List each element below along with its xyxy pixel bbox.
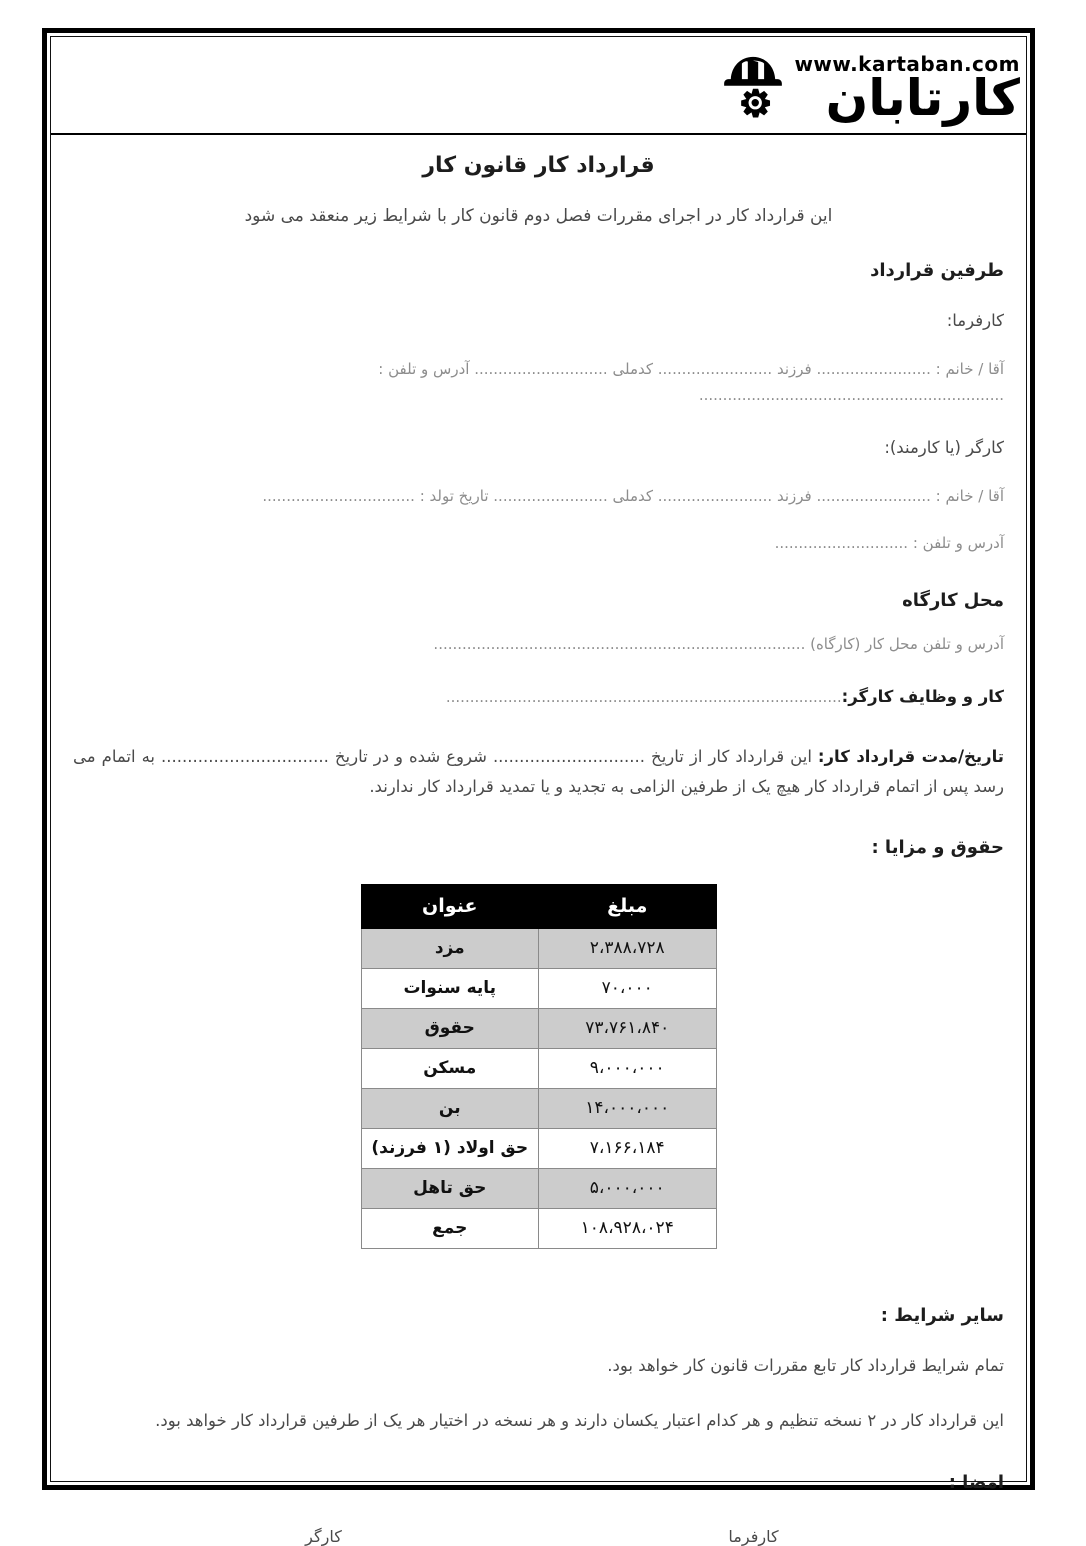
cell-title: مسکن [361, 1048, 539, 1088]
table-row [361, 928, 716, 968]
column-header-amount: مبلغ [539, 884, 717, 928]
section-heading-benefits: حقوق و مزایا : [871, 836, 1004, 858]
cell-amount: ۷۳،۷۶۱،۸۴۰ [539, 1008, 717, 1048]
employer-label: کارفرما: [946, 311, 1004, 330]
contract-duration-label: تاریخ/مدت قرارداد کار: [817, 746, 1004, 766]
salary-table-wrap [73, 884, 1004, 1249]
cell-title: حقوق [361, 1008, 539, 1048]
contract-duration-paragraph [73, 742, 1004, 803]
signature-worker-label[interactable]: کارگر [305, 1526, 342, 1546]
cell-amount: ۱۴،۰۰۰،۰۰۰ [539, 1088, 717, 1128]
hardhat-gear-icon [716, 48, 790, 122]
worker-duties-label: کار و وظایف کارگر: [841, 687, 1004, 706]
other-terms-paragraph-1: تمام شرایط قرارداد کار تابع مقررات قانون کار خواهد بود. [607, 1355, 1004, 1375]
salary-table [361, 884, 717, 1249]
logo-url-text: www.kartaban.com [794, 51, 1020, 76]
document-subtitle: این قرارداد کار در اجرای مقررات فصل دوم قانون کار با شرایط زیر منعقد می شود [244, 206, 833, 226]
document-content [51, 135, 1026, 1546]
cell-amount: ۵،۰۰۰،۰۰۰ [539, 1168, 717, 1208]
page-title: قرارداد کار قانون کار [422, 153, 655, 178]
contract-duration-text[interactable]: این قرارداد کار از تاریخ ............................. شروع شده و در تاریخ ................................ به اتمام می رسد پس از اتمام قرارداد کار هیچ یک از طرفین الزامی به تجدید و یا تمدید قرارداد کار ندارند. [73, 746, 1004, 797]
worker-label: کارگر (یا کارمند): [884, 438, 1004, 458]
worker-details-line[interactable]: آقا / خانم : ........................ فرزند ........................ کدملی ........................ تاریخ تولد : ................................ [262, 487, 1004, 506]
table-row [361, 968, 716, 1008]
kartaban-logo[interactable] [708, 48, 1020, 127]
salary-table-head [361, 884, 716, 928]
cell-amount: ۹،۰۰۰،۰۰۰ [539, 1048, 717, 1088]
other-terms-paragraph-2: این قرارداد کار در ۲ نسخه تنظیم و هر کدام اعتبار یکسان دارند و هر نسخه در اختیار هر یک از طرفین قرارداد کار خواهد بود. [155, 1410, 1004, 1430]
cell-title: حق تاهل [361, 1168, 539, 1208]
employer-details-line[interactable]: آقا / خانم : ........................ فرزند ........................ کدملی ............................ آدرس و تلفن : ................................................................ [378, 359, 1004, 405]
logo-wordmark: کارتابان [825, 68, 1020, 127]
cell-title: پایه سنوات [361, 968, 539, 1008]
workplace-address-line[interactable]: آدرس و تلفن محل کار (کارگاه) .............................................................................. [433, 634, 1004, 653]
worker-duties-line[interactable] [73, 683, 1004, 712]
cell-amount: ۲،۳۸۸،۷۲۸ [539, 928, 717, 968]
section-heading-other-terms: سایر شرایط : [880, 1304, 1004, 1326]
table-row [361, 1208, 716, 1248]
salary-table-header-row [361, 884, 716, 928]
page-frame [42, 28, 1035, 1546]
salary-table-body [361, 928, 716, 1248]
table-row [361, 1168, 716, 1208]
document-header-band [51, 37, 1026, 135]
cell-title: حق اولاد (۱ فرزند) [361, 1128, 539, 1168]
cell-amount: ۱۰۸،۹۲۸،۰۲۴ [539, 1208, 717, 1248]
cell-title: مزد [361, 928, 539, 968]
signature-employer-label[interactable]: کارفرما [728, 1526, 779, 1546]
cell-title: جمع [361, 1208, 539, 1248]
worker-duties-dots: ................................................................................... [445, 688, 842, 706]
table-row [361, 1048, 716, 1088]
cell-title: بن [361, 1088, 539, 1128]
worker-address-line[interactable]: آدرس و تلفن : ............................ [774, 533, 1004, 552]
table-row [361, 1008, 716, 1048]
cell-amount: ۷۰،۰۰۰ [539, 968, 717, 1008]
table-row [361, 1128, 716, 1168]
section-heading-signature: امضا : [948, 1471, 1004, 1493]
table-row [361, 1088, 716, 1128]
signature-row [73, 1527, 1004, 1546]
section-heading-workplace: محل کارگاه [902, 589, 1004, 611]
section-heading-parties: طرفین قرارداد [870, 260, 1004, 281]
cell-amount: ۷،۱۶۶،۱۸۴ [539, 1128, 717, 1168]
column-header-title: عنوان [361, 884, 539, 928]
